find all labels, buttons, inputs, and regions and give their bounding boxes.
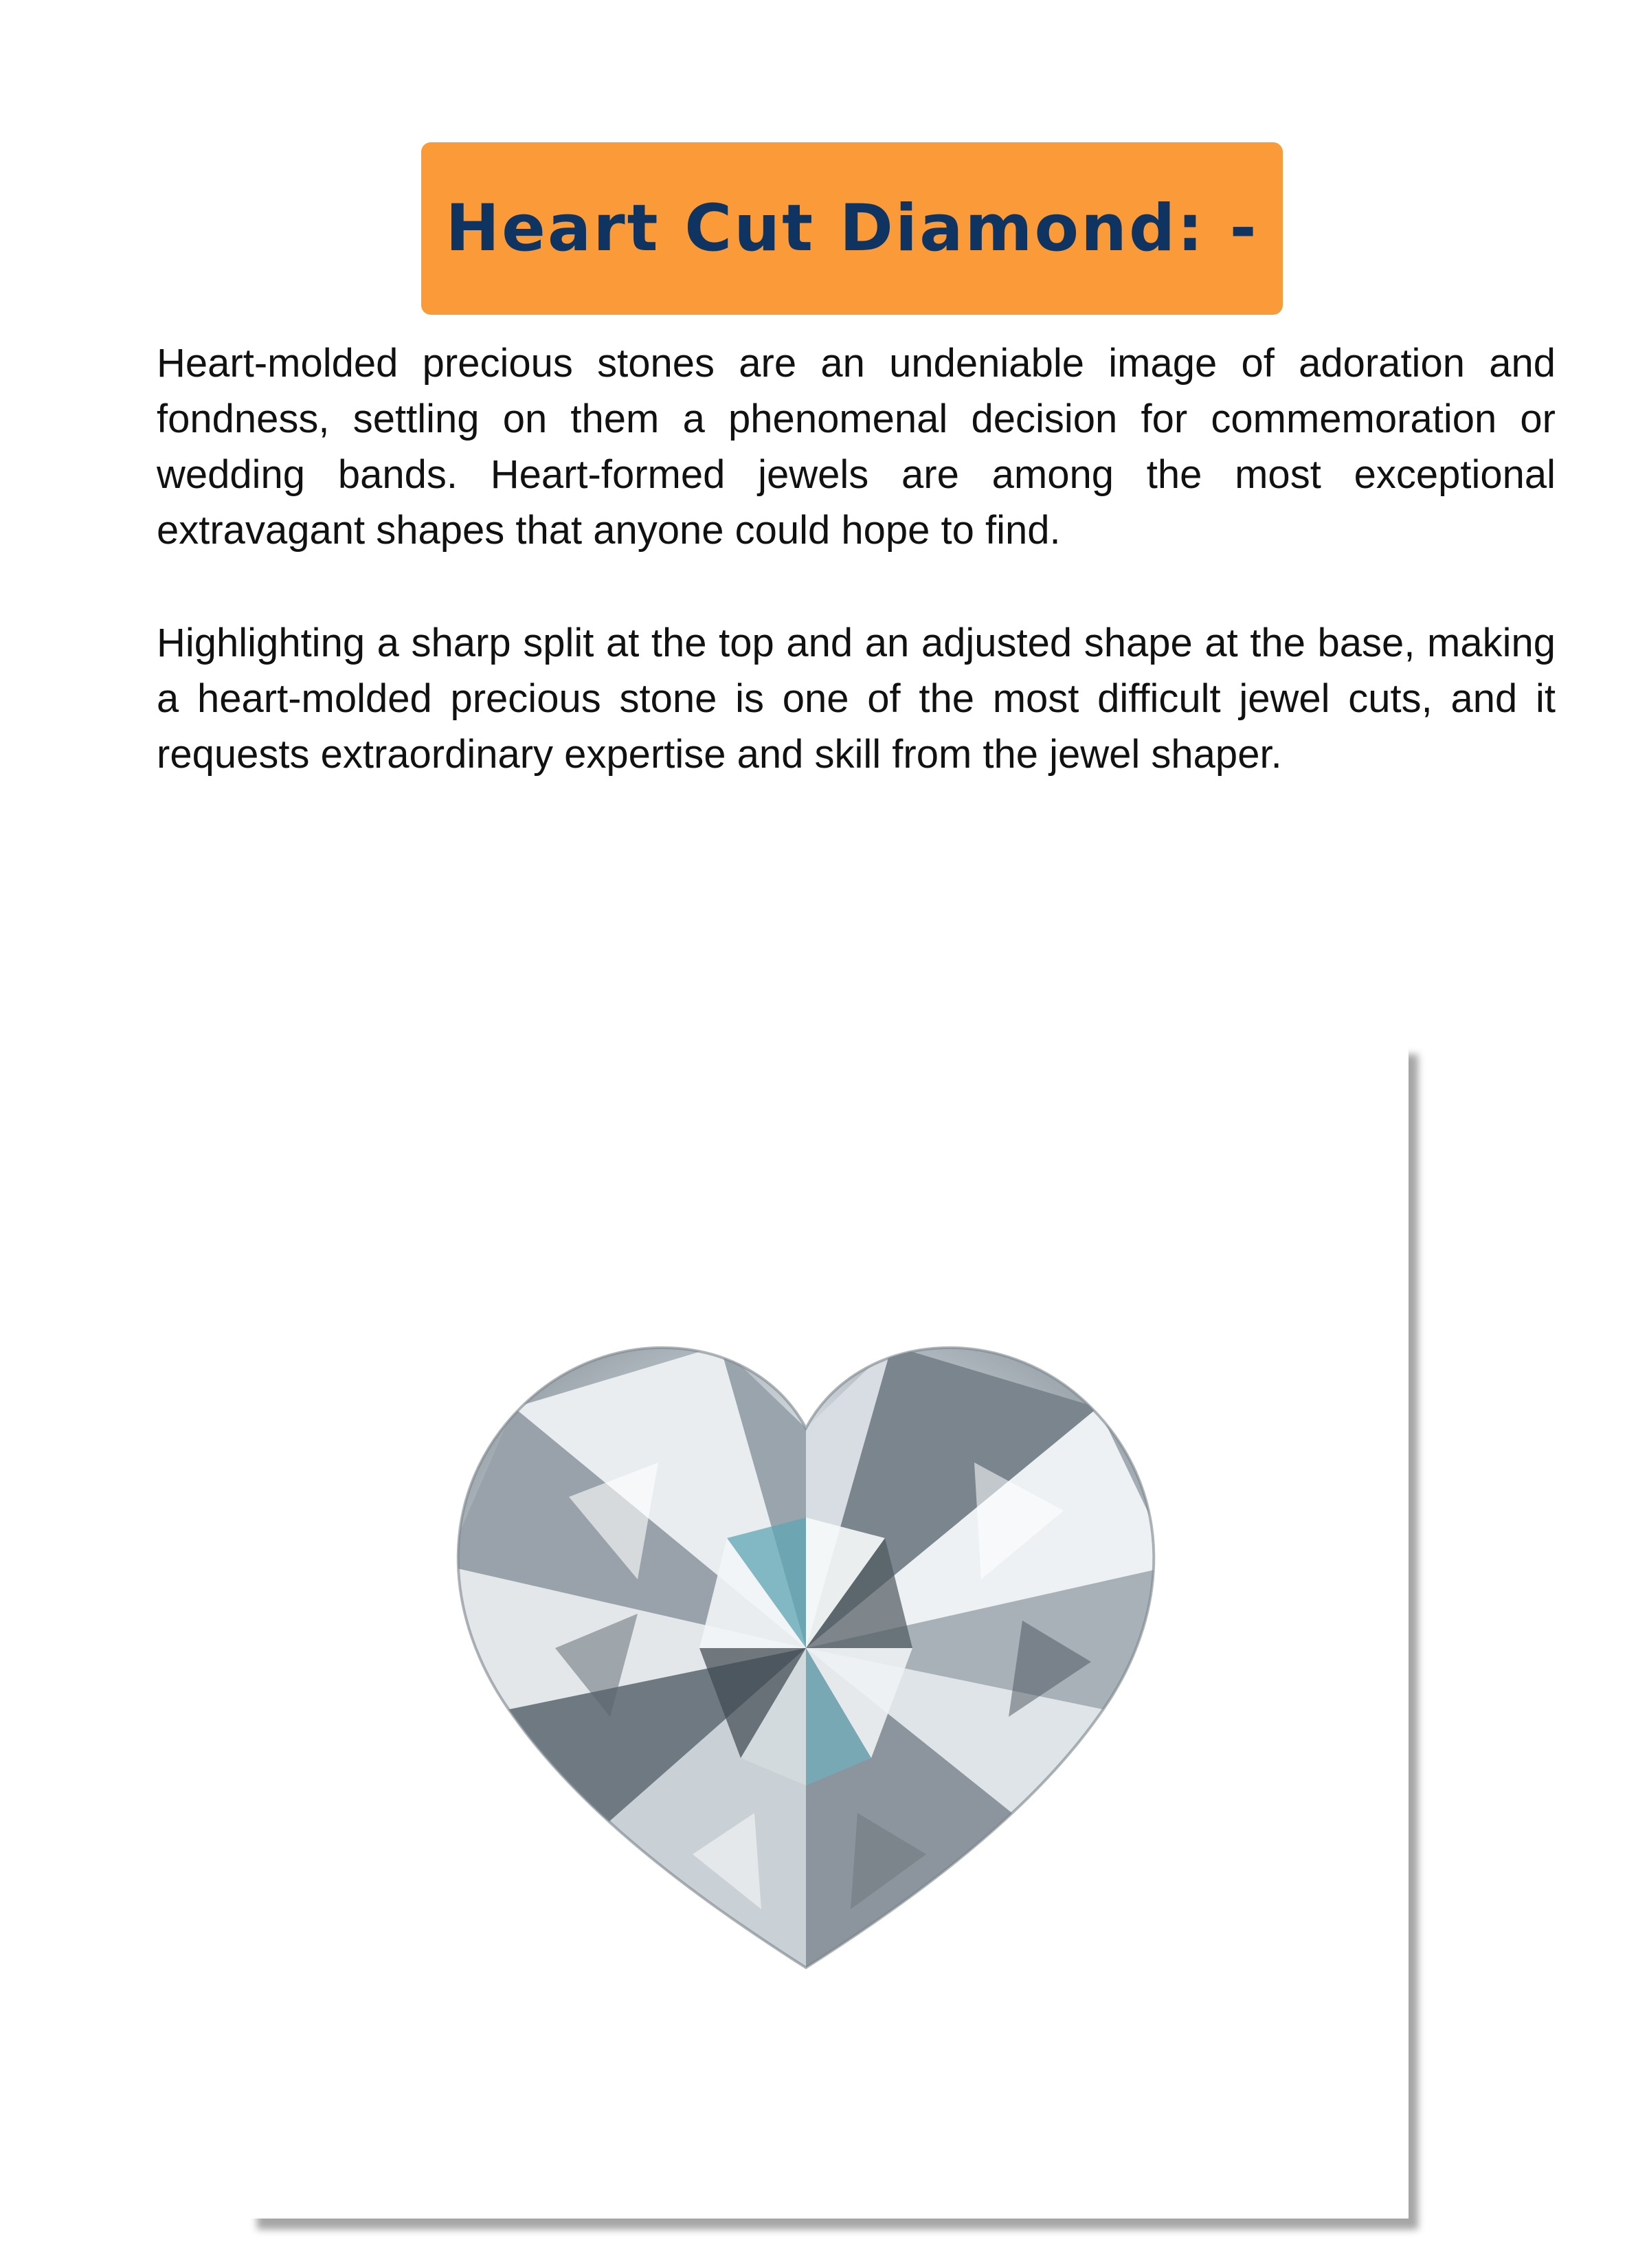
heart-diamond-icon — [431, 1291, 1180, 1978]
paragraph-intro: Heart-molded precious stones are an undeniable image of adoration and fondness, settling on them a phenomenal decision for commemoration or wedding bands. Heart-formed jewels are among the most exceptional extravagant shapes that anyone could hope to find. — [157, 341, 1556, 553]
page-title: Heart Cut Diamond: - — [445, 191, 1259, 266]
paragraph-detail: Highlighting a sharp split at the top and an adjusted shape at the base, making a heart-molded precious stone is one of the most difficult jewel cuts, and it requests extraordinary expertise and skill from the jewel shaper. — [157, 621, 1556, 777]
title-banner — [421, 142, 1283, 315]
diamond-image-frame — [247, 1043, 1409, 2219]
